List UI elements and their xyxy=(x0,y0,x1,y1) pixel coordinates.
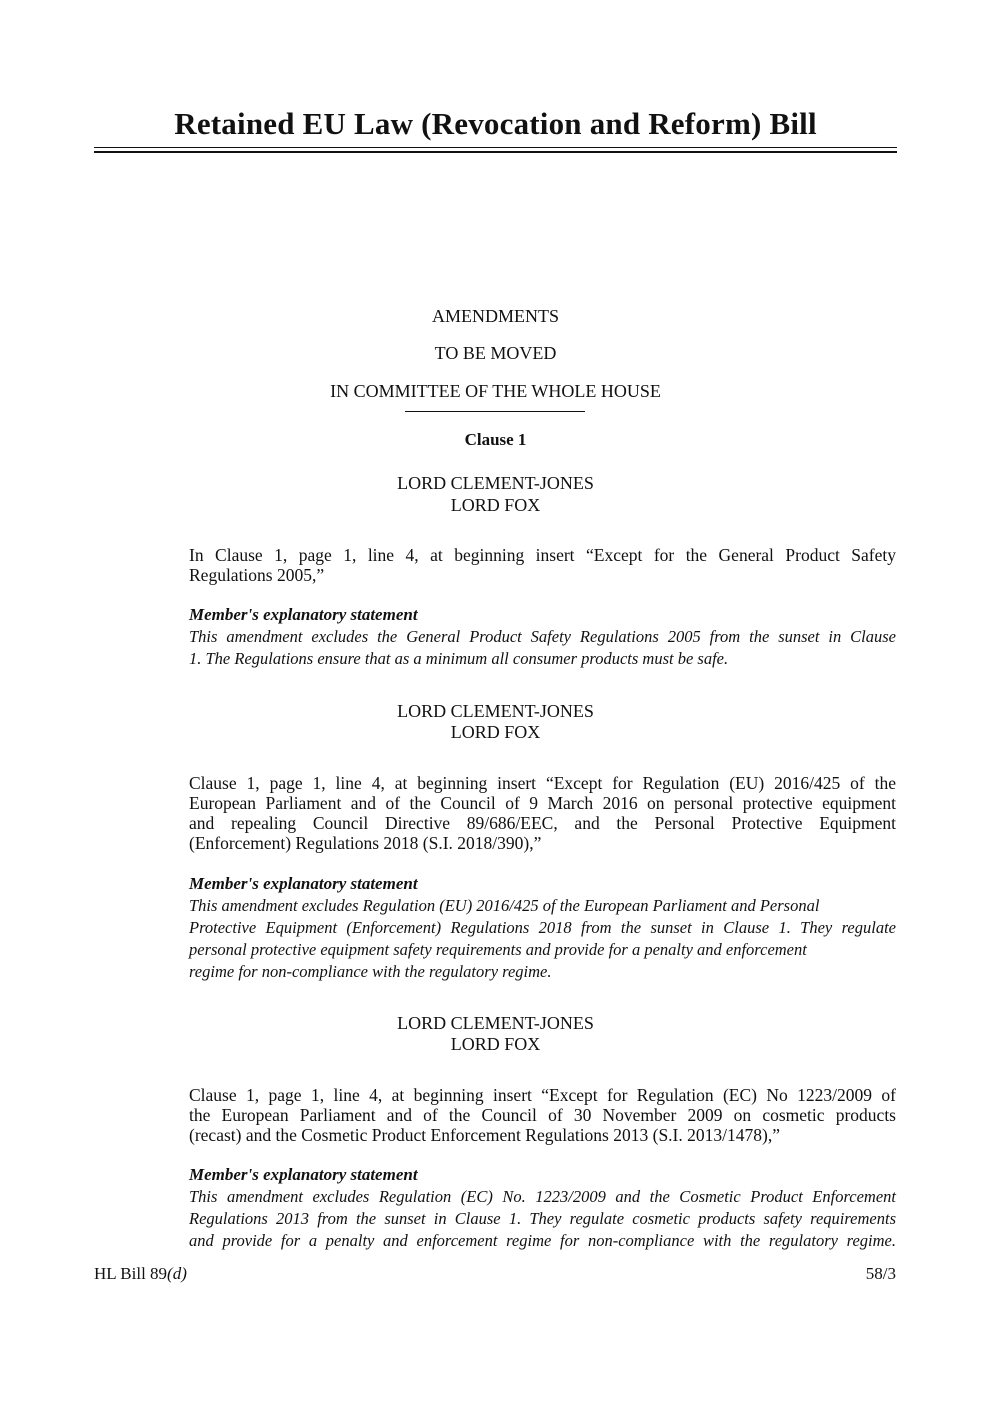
explanatory-statement xyxy=(189,873,896,983)
page-reference: 58/3 xyxy=(865,1264,896,1283)
title-rule-thin xyxy=(94,147,897,148)
heading-rule xyxy=(405,411,585,412)
amendment-line: Clause 1, page 1, line 4, at beginning insert “Except for Regulation (EU) 2016/425 of the xyxy=(189,773,896,793)
statement-line: 1. The Regulations ensure that as a minimum all consumer products must be safe. xyxy=(189,649,729,668)
heading-to-be-moved: TO BE MOVED xyxy=(434,343,557,363)
sponsor-name: LORD CLEMENT-JONES xyxy=(397,701,594,721)
amendment-line: Regulations 2005,” xyxy=(189,565,325,585)
statement-line: Regulations 2013 from the sunset in Clause 1. They regulate cosmetic products safety requirements xyxy=(189,1209,896,1228)
statement-line: This amendment excludes Regulation (EC) No. 1223/2009 and the Cosmetic Product Enforcement xyxy=(189,1187,896,1206)
amendment-line: In Clause 1, page 1, line 4, at beginning insert “Except for the General Product Safety xyxy=(189,545,896,565)
amendment-line: (recast) and the Cosmetic Product Enforcement Regulations 2013 (S.I. 2013/1478),” xyxy=(189,1125,780,1145)
statement-line: This amendment excludes the General Product Safety Regulations 2005 from the sunset in Clause xyxy=(189,627,896,646)
sponsor-name: LORD CLEMENT-JONES xyxy=(397,473,594,493)
amendment-line: and repealing Council Directive 89/686/EEC, and the Personal Protective Equipment xyxy=(189,813,896,833)
statement-heading: Member's explanatory statement xyxy=(189,1165,418,1184)
heading-amendments: AMENDMENTS xyxy=(431,306,559,326)
statement-line: regime for non-compliance with the regulatory regime. xyxy=(189,962,552,981)
sponsor-name: LORD CLEMENT-JONES xyxy=(397,1013,594,1033)
bill-number xyxy=(94,1264,187,1284)
amendment-text xyxy=(189,773,896,853)
amendment-line: Clause 1, page 1, line 4, at beginning insert “Except for Regulation (EC) No 1223/2009 of xyxy=(189,1085,896,1105)
bill-number-prefix: HL Bill 89 xyxy=(94,1264,168,1283)
statement-heading: Member's explanatory statement xyxy=(189,874,418,893)
sponsor-name: LORD FOX xyxy=(450,1034,541,1054)
statement-line: and provide for a penalty and enforcement regime for non-compliance with the regulatory regime. xyxy=(189,1231,896,1250)
statement-line: Protective Equipment (Enforcement) Regulations 2018 from the sunset in Clause 1. They regulate xyxy=(189,918,896,937)
statement-line: personal protective equipment safety requirements and provide for a penalty and enforcement xyxy=(189,940,807,959)
explanatory-statement xyxy=(189,604,896,670)
heading-committee: IN COMMITTEE OF THE WHOLE HOUSE xyxy=(330,381,661,401)
clause-heading: Clause 1 xyxy=(464,430,527,449)
explanatory-statement xyxy=(189,1164,896,1252)
amendment-text xyxy=(189,545,896,585)
sponsor-name: LORD FOX xyxy=(450,495,541,515)
amendment-text xyxy=(189,1085,896,1145)
bill-number-suffix: (d) xyxy=(167,1264,187,1283)
title-rule-thick xyxy=(94,151,897,153)
amendment-line: European Parliament and of the Council of 9 March 2016 on personal protective equipment xyxy=(189,793,896,813)
amendment-line: the European Parliament and of the Council of 30 November 2009 on cosmetic products xyxy=(189,1105,896,1125)
sponsor-name: LORD FOX xyxy=(450,722,541,742)
document-title: Retained EU Law (Revocation and Reform) Bill xyxy=(174,106,817,141)
amendment-line: (Enforcement) Regulations 2018 (S.I. 2018/390),” xyxy=(189,833,542,853)
statement-heading: Member's explanatory statement xyxy=(189,605,418,624)
statement-line: This amendment excludes Regulation (EU) 2016/425 of the European Parliament and Personal xyxy=(189,896,820,915)
